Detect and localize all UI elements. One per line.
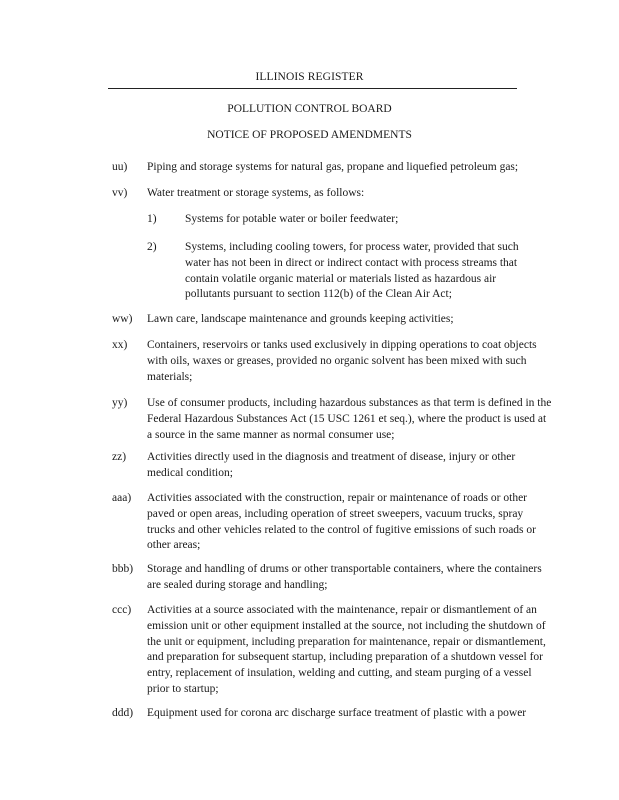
item-text: Activities associated with the construction, repair or maintenance of roads or other paved or open areas, including operation of street sweepers, vacuum trucks, spray trucks and other vehicles related to the control of fugitive emissions of such roads or other areas; bbox=[147, 492, 536, 552]
sub-item-label: 2) bbox=[147, 241, 157, 253]
item-label: zz) bbox=[112, 451, 127, 463]
item-label: aaa) bbox=[112, 492, 132, 504]
board-title: POLLUTION CONTROL BOARD bbox=[227, 103, 392, 115]
item-text: Storage and handling of drums or other transportable containers, where the containers are sealed during storage and handling; bbox=[147, 563, 542, 591]
item-label: ddd) bbox=[112, 707, 134, 719]
item-text: Equipment used for corona arc discharge surface treatment of plastic with a power bbox=[147, 707, 527, 719]
item-text: Piping and storage systems for natural gas, propane and liquefied petroleum gas; bbox=[147, 161, 519, 173]
register-title: ILLINOIS REGISTER bbox=[255, 71, 364, 83]
sub-item-text: Systems for potable water or boiler feedwater; bbox=[185, 213, 399, 225]
item-label: bbb) bbox=[112, 563, 134, 575]
item-label: ccc) bbox=[112, 604, 132, 616]
item-text: Containers, reservoirs or tanks used exclusively in dipping operations to coat objects with oils, waxes or greases, provided no organic solvent has been mixed with such materials; bbox=[147, 339, 537, 383]
item-text: Use of consumer products, including hazardous substances as that term is defined in the Federal Hazardous Substances Act (15 USC 1261 et seq.), where the product is used at a source in the same manner as normal consumer use; bbox=[147, 397, 552, 441]
notice-title: NOTICE OF PROPOSED AMENDMENTS bbox=[207, 129, 412, 141]
header-rule bbox=[108, 88, 517, 89]
item-label: vv) bbox=[112, 187, 128, 199]
item-label: xx) bbox=[112, 339, 128, 351]
item-text: Water treatment or storage systems, as follows: bbox=[147, 187, 365, 199]
item-label: uu) bbox=[112, 161, 128, 173]
item-label: yy) bbox=[112, 397, 128, 409]
sub-item-text: Systems, including cooling towers, for process water, provided that such water has not been in direct or indirect contact with process streams that contain volatile organic material or materials listed as hazardous air pollutants pursuant to section 112(b) of the Clean Air Act; bbox=[185, 241, 519, 301]
item-label: ww) bbox=[112, 313, 133, 325]
item-text: Lawn care, landscape maintenance and grounds keeping activities; bbox=[147, 313, 454, 325]
sub-item-label: 1) bbox=[147, 213, 157, 225]
item-text: Activities at a source associated with the maintenance, repair or dismantlement of an emission unit or other equipment installed at the source, not including the shutdown of the unit or equipment, including preparation for maintenance, repair or dismantlement, and preparation for subsequent startup, including preparation of a shutdown vessel for entry, replacement of insulation, welding and cutting, and steam purging of a vessel prior to startup; bbox=[147, 604, 546, 695]
item-text: Activities directly used in the diagnosis and treatment of disease, injury or other medical condition; bbox=[147, 451, 516, 479]
